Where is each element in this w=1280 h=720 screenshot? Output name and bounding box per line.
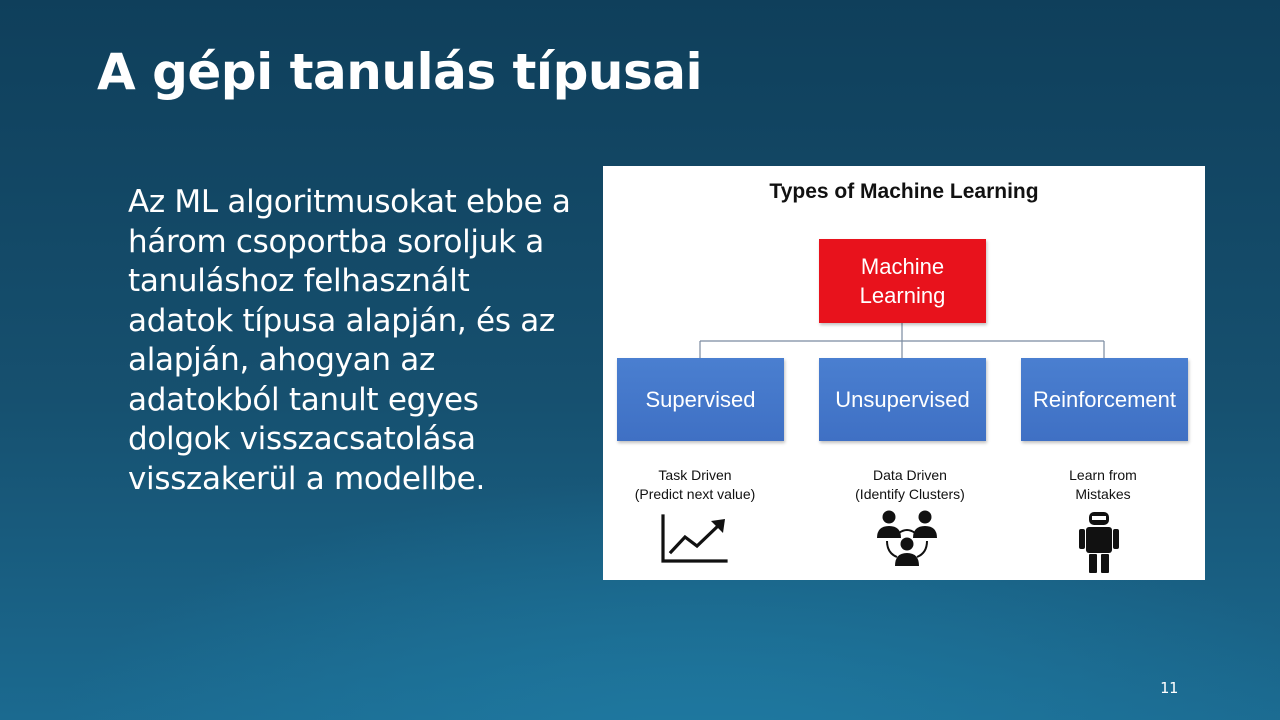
supervised-caption-line1: Task Driven bbox=[658, 467, 732, 483]
root-label-line1: Machine bbox=[860, 254, 945, 279]
slide-title: A gépi tanulás típusai bbox=[97, 43, 703, 101]
unsupervised-caption bbox=[810, 466, 1010, 504]
reinforcement-node bbox=[1021, 358, 1188, 441]
diagram-title: Types of Machine Learning bbox=[769, 180, 1039, 203]
supervised-caption bbox=[603, 466, 795, 504]
supervised-node bbox=[617, 358, 784, 441]
unsupervised-label: Unsupervised bbox=[835, 386, 970, 412]
robot-icon bbox=[1079, 510, 1119, 578]
body-text: Az ML algoritmusokat ebbe a három csoportba soroljuk a tanuláshoz felhasznált adatok típusa alapján, és az alapján, ahogyan az adatokból tanult egyes dolgok visszacsatolása visszakerül a modellbe. bbox=[128, 184, 571, 497]
unsupervised-caption-line1: Data Driven bbox=[873, 467, 947, 483]
supervised-label: Supervised bbox=[645, 386, 756, 412]
unsupervised-node bbox=[819, 358, 986, 441]
reinforcement-caption-line2: Mistakes bbox=[1075, 486, 1131, 502]
reinforcement-caption-line1: Learn from bbox=[1069, 467, 1137, 483]
root-label-line2: Learning bbox=[859, 283, 946, 308]
machine-learning-node bbox=[819, 239, 986, 323]
reinforcement-label: Reinforcement bbox=[1032, 386, 1177, 412]
supervised-caption-line2: (Predict next value) bbox=[634, 486, 756, 502]
reinforcement-caption bbox=[1003, 466, 1203, 504]
page-number: 11 bbox=[1160, 679, 1179, 697]
people-cluster-icon bbox=[875, 509, 939, 573]
trend-chart-icon bbox=[659, 512, 729, 568]
ml-types-diagram bbox=[603, 166, 1205, 580]
unsupervised-caption-line2: (Identify Clusters) bbox=[855, 486, 965, 502]
